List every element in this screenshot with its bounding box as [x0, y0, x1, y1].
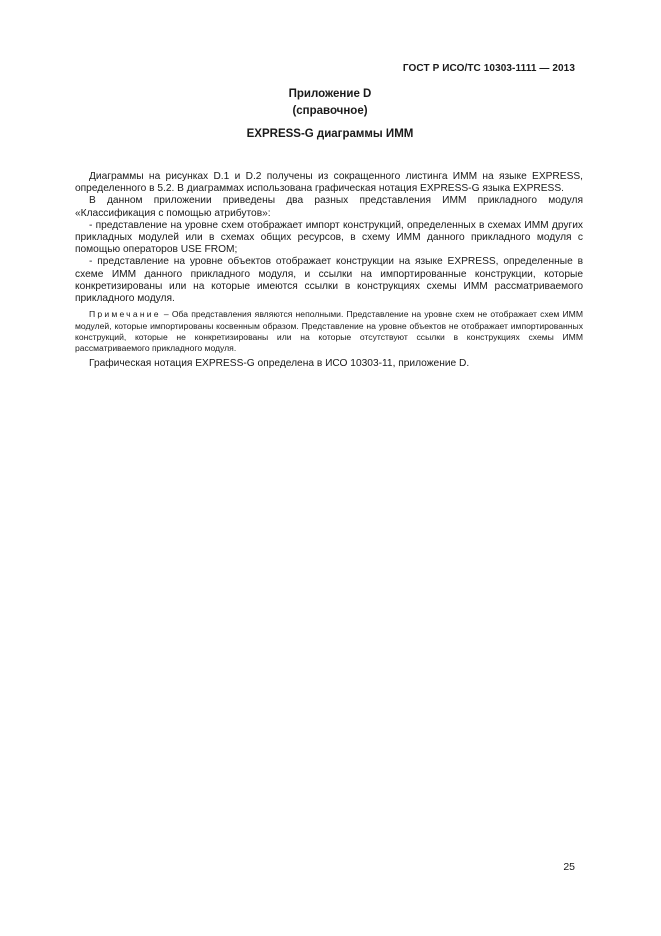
annex-subtitle: (справочное) — [292, 105, 368, 117]
body-text — [75, 171, 583, 371]
paragraph-object-level: - представление на уровне объектов отображает конструкции на языке EXPRESS, определенные в схеме ИММ данного прикладного модуля, и ссылки на импортированные конструкции, которые конкретизированы или на которые имеются ссылки в конструкциях схемы ИММ рассматриваемого прикладного модуля. — [75, 256, 583, 305]
note-text: Оба представления являются неполными. Представление на уровне схем не отображает схем ИММ модулей, которые импортированы косвенным образом. Представление на уровне объектов не отображает импортированных конструкций, которые не конкретизированы или на которые отсутствуют ссылки в конструкциях схемы ИММ рассматриваемого прикладного модуля. — [75, 309, 583, 354]
annex-title: Приложение D — [288, 88, 372, 100]
annex-heading — [180, 86, 480, 120]
paragraph-intro: Диаграммы на рисунках D.1 и D.2 получены из сокращенного листинга ИММ на языке EXPRESS, определенного в 5.2. В диаграммах использована графическая нотация EXPRESS-G языка EXPRESS. — [75, 171, 583, 195]
paragraph-notation: Графическая нотация EXPRESS-G определена в ИСО 10303-11, приложение D. — [89, 358, 470, 370]
note-dash: – — [160, 309, 172, 320]
note-paragraph — [75, 309, 583, 354]
paragraph-schema-level: - представление на уровне схем отображает импорт конструкций, определенных в схемах ИММ других прикладных модулей или в схемах общих ресурсов, в схему ИММ данного прикладного модуля с помощью операторов USE FROM; — [75, 219, 583, 256]
paragraph-views: В данном приложении приведены два разных представления ИММ прикладного модуля «Классификация с помощью атрибутов»: — [75, 195, 583, 219]
note-label: Примечание — [89, 309, 161, 320]
page-number: 25 — [563, 861, 575, 873]
document-code: ГОСТ Р ИСО/ТС 10303-1111 — 2013 — [402, 63, 575, 74]
section-title: EXPRESS-G диаграммы ИММ — [246, 128, 414, 140]
